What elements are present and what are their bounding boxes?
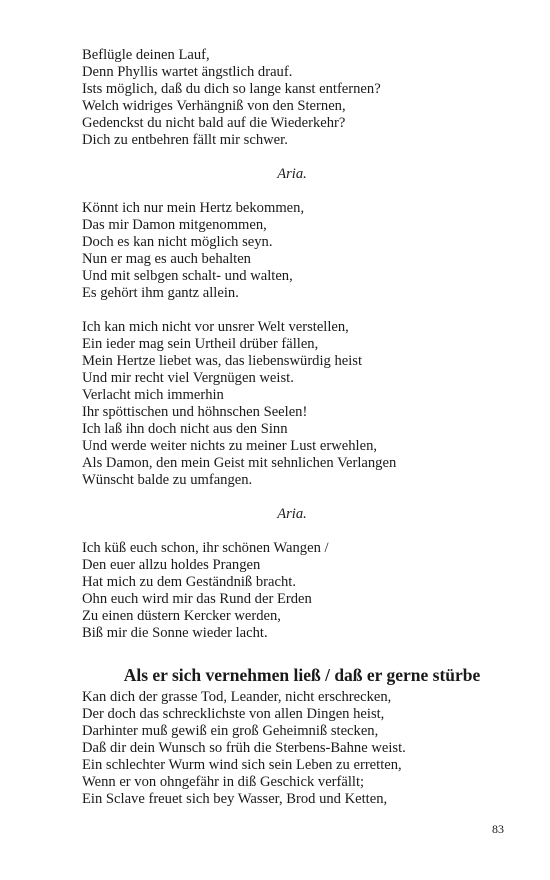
- verse-line: Ein Sclave freuet sich bey Wasser, Brod und Ketten,: [82, 791, 388, 807]
- verse-line: Könnt ich nur mein Hertz bekommen,: [82, 200, 305, 216]
- verse-line: Doch es kan nicht möglich seyn.: [82, 234, 273, 250]
- verse-line: Mein Hertze liebet was, das liebenswürdig heist: [82, 353, 363, 369]
- verse-line: Dich zu entbehren fällt mir schwer.: [82, 132, 288, 148]
- page-body: [82, 47, 502, 808]
- verse-line: Ohn euch wird mir das Rund der Erden: [82, 591, 312, 607]
- verse-line: Hat mich zu dem Geständniß bracht.: [82, 574, 296, 590]
- verse-line: Biß mir die Sonne wieder lacht.: [82, 625, 268, 641]
- stanza-5: [82, 689, 502, 808]
- verse-line: Wünscht balde zu umfangen.: [82, 472, 253, 488]
- verse-line: Nun er mag es auch behalten: [82, 251, 251, 267]
- verse-line: Ich kan mich nicht vor unsrer Welt verstellen,: [82, 319, 349, 335]
- verse-line: Und mit selbgen schalt- und walten,: [82, 268, 293, 284]
- verse-line: Ists möglich, daß du dich so lange kanst entfernen?: [82, 81, 381, 97]
- verse-line: Ich laß ihn doch nicht aus den Sinn: [82, 421, 288, 437]
- verse-line: Ein ieder mag sein Urtheil drüber fällen,: [82, 336, 319, 352]
- verse-line: Und mir recht viel Vergnügen weist.: [82, 370, 294, 386]
- verse-line: Beflügle deinen Lauf,: [82, 47, 210, 63]
- verse-line: Das mir Damon mitgenommen,: [82, 217, 267, 233]
- verse-line: Darhinter muß gewiß ein groß Geheimniß stecken,: [82, 723, 379, 739]
- verse-line: Als Damon, den mein Geist mit sehnlichen Verlangen: [82, 455, 397, 471]
- verse-line: Wenn er von ohngefähr in diß Geschick verfällt;: [82, 774, 365, 790]
- verse-line: Ich küß euch schon, ihr schönen Wangen /: [82, 540, 329, 556]
- verse-line: Gedenckst du nicht bald auf die Wiederkehr?: [82, 115, 346, 131]
- stanza-4: [82, 540, 502, 642]
- verse-line: Ihr spöttischen und höhnschen Seelen!: [82, 404, 308, 420]
- verse-line: Und werde weiter nichts zu meiner Lust erwehlen,: [82, 438, 378, 454]
- verse-line: Welch widriges Verhängniß von den Sternen,: [82, 98, 346, 114]
- aria-heading-2: Aria.: [277, 506, 307, 522]
- poem-title: Als er sich vernehmen ließ / daß er gerne stürbe: [123, 665, 481, 685]
- verse-line: Es gehört ihm gantz allein.: [82, 285, 239, 301]
- verse-line: Der doch das schrecklichste von allen Dingen heist,: [82, 706, 385, 722]
- verse-line: Zu einen düstern Kercker werden,: [82, 608, 281, 624]
- stanza-2: [82, 200, 502, 302]
- aria-heading-1: Aria.: [277, 166, 307, 182]
- verse-line: Verlacht mich immerhin: [82, 387, 224, 403]
- verse-line: Daß dir dein Wunsch so früh die Sterbens-Bahne weist.: [82, 740, 406, 756]
- verse-line: Den euer allzu holdes Prangen: [82, 557, 261, 573]
- verse-line: Kan dich der grasse Tod, Leander, nicht erschrecken,: [82, 689, 392, 705]
- verse-line: Ein schlechter Wurm wind sich sein Leben zu erretten,: [82, 757, 402, 773]
- verse-line: Denn Phyllis wartet ängstlich drauf.: [82, 64, 293, 80]
- page-number: 83: [492, 822, 504, 836]
- stanza-3: [82, 319, 502, 489]
- stanza-1: [82, 47, 502, 149]
